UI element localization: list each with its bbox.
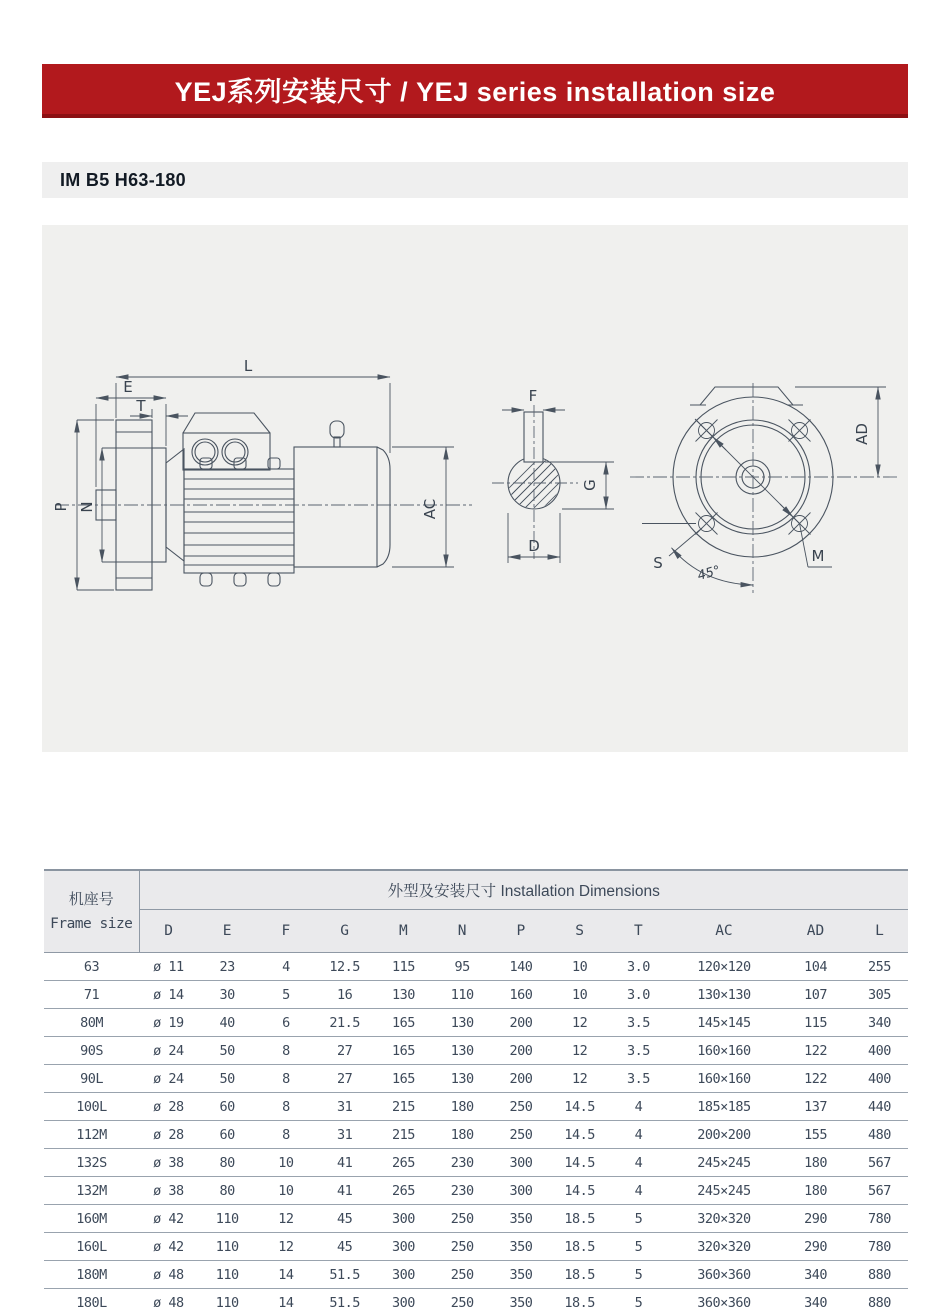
table-cell: 110 [433, 981, 492, 1009]
table-cell: 63 [44, 953, 139, 981]
technical-drawing-panel [42, 225, 908, 752]
table-cell: 180 [433, 1093, 492, 1121]
column-header-F: F [257, 910, 316, 953]
table-cell: 71 [44, 981, 139, 1009]
table-cell: 14.5 [550, 1093, 609, 1121]
table-cell: 440 [851, 1093, 908, 1121]
table-cell: 350 [492, 1261, 551, 1289]
table-cell: 130 [433, 1065, 492, 1093]
column-header-N: N [433, 910, 492, 953]
table-cell: 130 [374, 981, 433, 1009]
table-cell: ø 38 [139, 1149, 198, 1177]
table-cell: 45 [315, 1205, 374, 1233]
installation-dimensions-table [44, 869, 908, 1307]
dim-label-S: S [653, 554, 663, 572]
column-header-D: D [139, 910, 198, 953]
column-header-G: G [315, 910, 374, 953]
table-body [44, 953, 908, 1307]
table-cell: 3.5 [609, 1009, 668, 1037]
column-header-row [44, 910, 908, 953]
table-cell: 27 [315, 1065, 374, 1093]
table-cell: 160×160 [668, 1037, 780, 1065]
table-cell: ø 48 [139, 1289, 198, 1307]
table-cell: 4 [257, 953, 316, 981]
table-cell: 50 [198, 1037, 257, 1065]
hole-dia-leader [642, 524, 702, 557]
table-cell: 3.0 [609, 953, 668, 981]
table-cell: 300 [374, 1289, 433, 1307]
table-cell: 130 [433, 1037, 492, 1065]
page-title: YEJ系列安装尺寸 / YEJ series installation size [174, 76, 776, 107]
table-cell: 23 [198, 953, 257, 981]
title-banner [42, 64, 908, 118]
table-cell: 300 [374, 1261, 433, 1289]
keyway [524, 412, 543, 462]
table-cell: 5 [609, 1261, 668, 1289]
table-cell: 130 [433, 1009, 492, 1037]
column-header-M: M [374, 910, 433, 953]
table-cell: 250 [433, 1261, 492, 1289]
table-cell: 300 [492, 1177, 551, 1205]
dim-label-T: T [136, 397, 146, 415]
table-cell: 12 [550, 1065, 609, 1093]
table-cell: 230 [433, 1177, 492, 1205]
table-cell: 4 [609, 1121, 668, 1149]
table-cell: 132M [44, 1177, 139, 1205]
flange-front-view [630, 383, 897, 593]
table-cell: 180L [44, 1289, 139, 1307]
table-cell: 160L [44, 1233, 139, 1261]
table-cell: 300 [374, 1205, 433, 1233]
table-cell: 110 [198, 1289, 257, 1307]
table-cell: 80 [198, 1149, 257, 1177]
table-cell: 180 [780, 1149, 851, 1177]
table-cell: 300 [492, 1149, 551, 1177]
table-row-132M [44, 1177, 908, 1205]
table-cell: ø 11 [139, 953, 198, 981]
table-cell: 41 [315, 1149, 374, 1177]
table-cell: 265 [374, 1177, 433, 1205]
eyebolt-icon [330, 421, 344, 438]
table-cell: 567 [851, 1177, 908, 1205]
column-header-AC: AC [668, 910, 780, 953]
table-cell: 14.5 [550, 1177, 609, 1205]
table-cell: 115 [374, 953, 433, 981]
dim-label-L: L [243, 357, 253, 375]
table-cell: 250 [433, 1205, 492, 1233]
table-cell: 10 [257, 1149, 316, 1177]
table-cell: 200 [492, 1065, 551, 1093]
table-cell: 340 [780, 1289, 851, 1307]
table-cell: 51.5 [315, 1289, 374, 1307]
table-cell: 290 [780, 1205, 851, 1233]
table-cell: 104 [780, 953, 851, 981]
table-cell: 165 [374, 1037, 433, 1065]
dim-label-P: P [52, 502, 70, 512]
table-cell: 290 [780, 1233, 851, 1261]
column-header-AD: AD [780, 910, 851, 953]
table-cell: 100L [44, 1093, 139, 1121]
side-view-dimensions [77, 377, 454, 590]
table-cell: 5 [257, 981, 316, 1009]
table-cell: 320×320 [668, 1233, 780, 1261]
table-cell: ø 28 [139, 1121, 198, 1149]
table-cell: 155 [780, 1121, 851, 1149]
table-cell: ø 38 [139, 1177, 198, 1205]
dim-label-AC: AC [421, 498, 439, 520]
table-cell: 185×185 [668, 1093, 780, 1121]
table-cell: 250 [492, 1121, 551, 1149]
column-header-P: P [492, 910, 551, 953]
table-cell: 18.5 [550, 1233, 609, 1261]
table-cell: 4 [609, 1093, 668, 1121]
table-cell: 255 [851, 953, 908, 981]
table-cell: 567 [851, 1149, 908, 1177]
shaft-section-view [472, 387, 614, 563]
table-row-180L [44, 1289, 908, 1307]
table-row-100L [44, 1093, 908, 1121]
table-cell: 41 [315, 1177, 374, 1205]
table-cell: 245×245 [668, 1177, 780, 1205]
table-cell: 122 [780, 1065, 851, 1093]
table-cell: 110 [198, 1233, 257, 1261]
table-cell: 10 [550, 953, 609, 981]
table-cell: 250 [492, 1093, 551, 1121]
table-cell: 8 [257, 1037, 316, 1065]
table-cell: 360×360 [668, 1289, 780, 1307]
table-cell: 3.0 [609, 981, 668, 1009]
table-cell: 880 [851, 1261, 908, 1289]
table-cell: ø 14 [139, 981, 198, 1009]
table-cell: 350 [492, 1205, 551, 1233]
table-cell: 16 [315, 981, 374, 1009]
column-header-E: E [198, 910, 257, 953]
table-cell: 137 [780, 1093, 851, 1121]
table-cell: 90L [44, 1065, 139, 1093]
column-header-S: S [550, 910, 609, 953]
dim-label-N: N [78, 501, 96, 513]
frame-size-header-en: Frame size [50, 915, 133, 932]
table-cell: 132S [44, 1149, 139, 1177]
table-cell: 400 [851, 1065, 908, 1093]
table-cell: 10 [257, 1177, 316, 1205]
dim-label-E: E [123, 378, 133, 396]
table-cell: 165 [374, 1009, 433, 1037]
table-cell: 250 [433, 1289, 492, 1307]
table-cell: 350 [492, 1233, 551, 1261]
table-cell: 8 [257, 1065, 316, 1093]
table-cell: 480 [851, 1121, 908, 1149]
table-cell: 3.5 [609, 1065, 668, 1093]
table-cell: 27 [315, 1037, 374, 1065]
table-cell: 340 [780, 1261, 851, 1289]
table-cell: 12.5 [315, 953, 374, 981]
table-row-90S [44, 1037, 908, 1065]
table-cell: 107 [780, 981, 851, 1009]
table-row-63 [44, 953, 908, 981]
table-cell: 10 [550, 981, 609, 1009]
table-cell: 80 [198, 1177, 257, 1205]
table-cell: ø 24 [139, 1065, 198, 1093]
table-cell: 14.5 [550, 1121, 609, 1149]
table-cell: 6 [257, 1009, 316, 1037]
table-cell: 180 [433, 1121, 492, 1149]
table-cell: 110 [198, 1205, 257, 1233]
table-cell: 8 [257, 1121, 316, 1149]
table-cell: 12 [550, 1037, 609, 1065]
table-cell: 31 [315, 1093, 374, 1121]
table-cell: 230 [433, 1149, 492, 1177]
table-cell: 95 [433, 953, 492, 981]
table-cell: 320×320 [668, 1205, 780, 1233]
table-cell: ø 28 [139, 1093, 198, 1121]
column-header-L: L [851, 910, 908, 953]
table-header [44, 870, 908, 953]
table-cell: 14 [257, 1289, 316, 1307]
table-cell: 5 [609, 1289, 668, 1307]
table-cell: 21.5 [315, 1009, 374, 1037]
table-cell: 14.5 [550, 1149, 609, 1177]
table-cell: 12 [257, 1205, 316, 1233]
brake-housing [294, 447, 377, 567]
table-cell: 31 [315, 1121, 374, 1149]
table-cell: 4 [609, 1177, 668, 1205]
table-cell: 880 [851, 1289, 908, 1307]
table-cell: 122 [780, 1037, 851, 1065]
table-cell: 5 [609, 1205, 668, 1233]
table-cell: 8 [257, 1093, 316, 1121]
table-cell: 130×130 [668, 981, 780, 1009]
table-cell: 112M [44, 1121, 139, 1149]
table-cell: 30 [198, 981, 257, 1009]
table-cell: 40 [198, 1009, 257, 1037]
table-cell: 300 [374, 1233, 433, 1261]
table-cell: 50 [198, 1065, 257, 1093]
table-row-71 [44, 981, 908, 1009]
table-cell: 245×245 [668, 1149, 780, 1177]
frame-size-header [44, 870, 139, 953]
table-cell: 160 [492, 981, 551, 1009]
table-cell: 140 [492, 953, 551, 981]
table-cell: 12 [257, 1233, 316, 1261]
frame-size-header-zh: 机座号 [68, 891, 114, 909]
dim-label-G: G [581, 479, 599, 491]
table-cell: 120×120 [668, 953, 780, 981]
table-cell: 360×360 [668, 1261, 780, 1289]
table-cell: 4 [609, 1149, 668, 1177]
table-cell: 51.5 [315, 1261, 374, 1289]
table-cell: 250 [433, 1233, 492, 1261]
table-cell: 305 [851, 981, 908, 1009]
cable-gland-icon [192, 439, 218, 465]
column-header-T: T [609, 910, 668, 953]
table-cell: 80M [44, 1009, 139, 1037]
table-row-160M [44, 1205, 908, 1233]
motor-dimension-drawing [42, 225, 908, 752]
mounting-type-label: IM B5 H63-180 [60, 169, 186, 190]
table-cell: 200×200 [668, 1121, 780, 1149]
table-cell: ø 24 [139, 1037, 198, 1065]
motor-side-view [96, 413, 390, 590]
table-cell: 200 [492, 1037, 551, 1065]
table-cell: 400 [851, 1037, 908, 1065]
table-cell: 265 [374, 1149, 433, 1177]
table-cell: 18.5 [550, 1261, 609, 1289]
dim-label-AD: AD [853, 423, 871, 445]
table-cell: 350 [492, 1289, 551, 1307]
table-cell: 14 [257, 1261, 316, 1289]
table-cell: 180M [44, 1261, 139, 1289]
table-cell: 110 [198, 1261, 257, 1289]
table-cell: 12 [550, 1009, 609, 1037]
table-row-90L [44, 1065, 908, 1093]
table-cell: 5 [609, 1233, 668, 1261]
angle-label: 45° [695, 563, 723, 585]
table-cell: 145×145 [668, 1009, 780, 1037]
dim-label-D: D [528, 537, 540, 555]
table-cell: 780 [851, 1233, 908, 1261]
table-cell: 160M [44, 1205, 139, 1233]
terminal-box [183, 433, 270, 470]
table-cell: 215 [374, 1093, 433, 1121]
dimensions-group-header: 外型及安装尺寸 Installation Dimensions [139, 870, 908, 910]
table-cell: ø 48 [139, 1261, 198, 1289]
cable-gland-icon [222, 439, 248, 465]
table-cell: 3.5 [609, 1037, 668, 1065]
table-row-180M [44, 1261, 908, 1289]
table-cell: 180 [780, 1177, 851, 1205]
table-cell: 165 [374, 1065, 433, 1093]
table-cell: 115 [780, 1009, 851, 1037]
table-cell: 780 [851, 1205, 908, 1233]
table-row-80M [44, 1009, 908, 1037]
table-row-112M [44, 1121, 908, 1149]
table-cell: 45 [315, 1233, 374, 1261]
table-cell: 340 [851, 1009, 908, 1037]
table-cell: ø 42 [139, 1233, 198, 1261]
table-cell: 200 [492, 1009, 551, 1037]
table-cell: 60 [198, 1121, 257, 1149]
table-cell: 215 [374, 1121, 433, 1149]
dim-label-F: F [528, 387, 538, 405]
table-row-160L [44, 1233, 908, 1261]
dim-label-M: M [811, 547, 825, 565]
table-row-132S [44, 1149, 908, 1177]
table-cell: 18.5 [550, 1289, 609, 1307]
mounting-type-bar [42, 162, 908, 198]
table-cell: ø 42 [139, 1205, 198, 1233]
table-cell: 160×160 [668, 1065, 780, 1093]
table-cell: ø 19 [139, 1009, 198, 1037]
table-cell: 60 [198, 1093, 257, 1121]
table-cell: 18.5 [550, 1205, 609, 1233]
table-cell: 90S [44, 1037, 139, 1065]
